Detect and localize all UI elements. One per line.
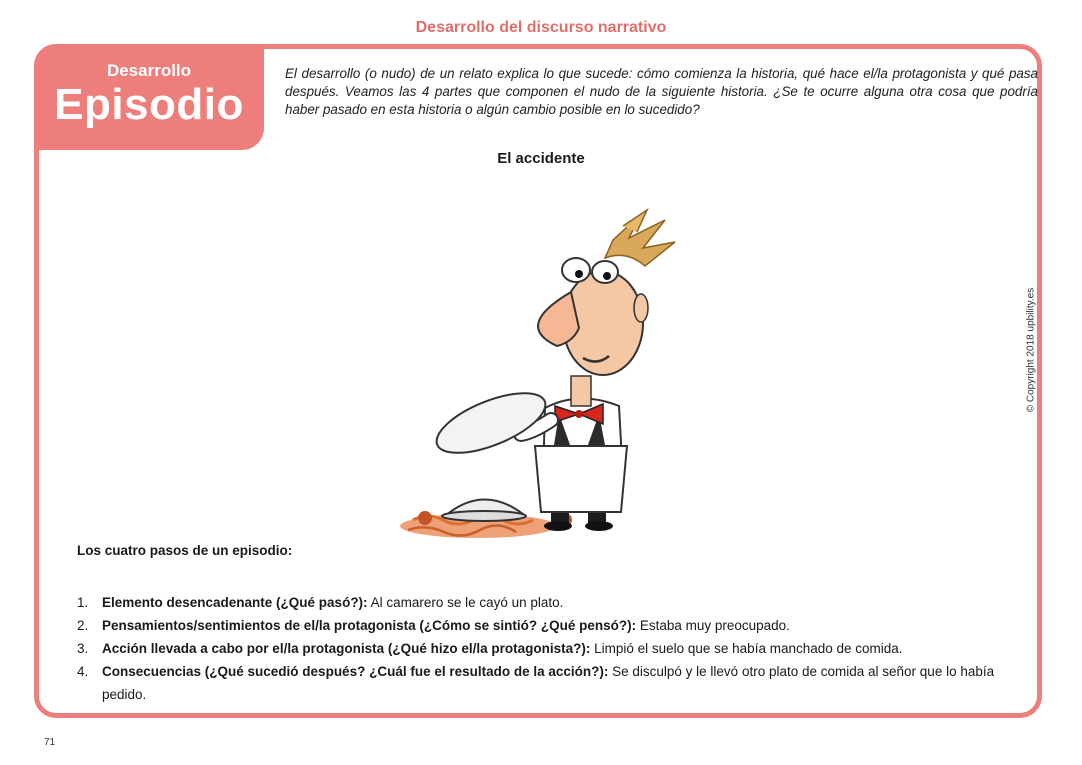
list-item <box>77 637 1007 660</box>
step-label: Consecuencias (¿Qué sucedió después? ¿Cuál fue el resultado de la acción?): <box>102 664 609 679</box>
step-label: Elemento desencadenante (¿Qué pasó?): <box>102 595 368 610</box>
waiter-illustration <box>383 208 703 548</box>
steps-list <box>77 591 1007 706</box>
page-number: 71 <box>44 737 56 748</box>
step-number: 2. <box>77 618 89 633</box>
step-number: 3. <box>77 641 89 656</box>
step-label: Pensamientos/sentimientos de el/la protagonista (¿Cómo se sintió? ¿Qué pensó?): <box>102 618 637 633</box>
step-number: 4. <box>77 664 89 679</box>
story-title: El accidente <box>497 150 585 167</box>
intro-paragraph: El desarrollo (o nudo) de un relato explica lo que sucede: cómo comienza la historia, qué hace el/la protagonista y qué pasa después. Veamos las 4 partes que componen el nudo de la siguiente historia. ¿Se te ocurre alguna otra cosa que podría haber pasado en esta historia o algún cambio posible en lo sucedido? <box>285 66 1038 117</box>
list-item <box>77 660 1007 706</box>
page-section-title: Desarrollo del discurso narrativo <box>415 19 667 36</box>
tab-title: Episodio <box>54 80 244 129</box>
step-text: Estaba muy preocupado. <box>636 618 790 633</box>
list-item <box>77 614 1007 637</box>
section-tab <box>34 44 264 150</box>
step-text: Se disculpó y le llevó otro plato de comida al señor que lo había pedido. <box>102 664 995 702</box>
step-text: Al camarero se le cayó un plato. <box>367 595 564 610</box>
steps-heading: Los cuatro pasos de un episodio: <box>77 543 293 558</box>
list-item <box>77 591 1007 614</box>
step-number: 1. <box>77 595 89 610</box>
copyright-notice: © Copyright 2018 upbility.es <box>1025 287 1037 413</box>
step-text: Limpió el suelo que se había manchado de comida. <box>590 641 903 656</box>
step-label: Acción llevada a cabo por el/la protagonista (¿Qué hizo el/la protagonista?): <box>102 641 591 656</box>
tab-subtitle: Desarrollo <box>106 61 192 80</box>
